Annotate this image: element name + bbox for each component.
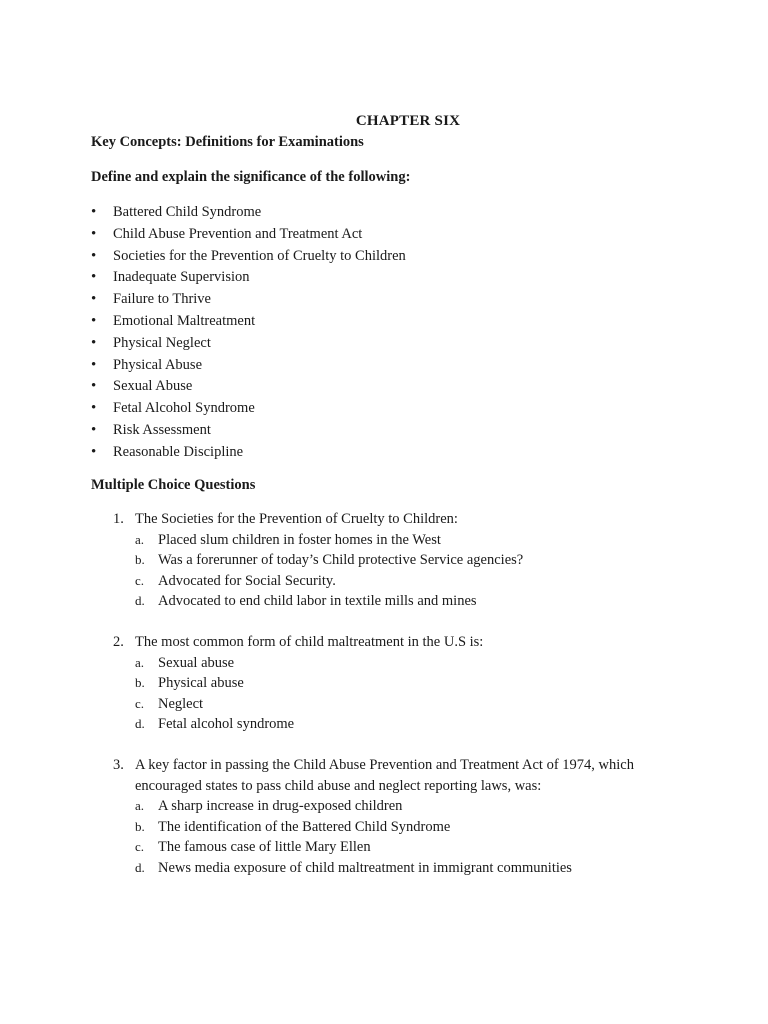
option-letter: d. — [135, 859, 145, 875]
answer-option — [113, 673, 673, 694]
question-stem — [113, 509, 673, 530]
question-number: 3. — [113, 757, 124, 773]
option-text: The famous case of little Mary Ellen — [158, 839, 371, 855]
option-text: Was a forerunner of today’s Child protective Service agencies? — [158, 552, 524, 568]
question-number: 1. — [113, 511, 124, 527]
option-letter: d. — [135, 593, 145, 608]
question-text: The most common form of child maltreatment in the U.S is: — [135, 634, 484, 650]
option-letter: d. — [135, 716, 145, 731]
term-item: • Child Abuse Prevention and Treatment Act — [91, 224, 406, 246]
key-concepts-heading: Key Concepts: Definitions for Examinations — [91, 134, 364, 150]
answer-option — [113, 837, 673, 858]
option-text: Advocated for Social Security. — [158, 572, 336, 589]
question-3 — [113, 755, 673, 878]
term-item: • Reasonable Discipline — [91, 442, 406, 464]
answer-option — [113, 858, 673, 879]
term-item: • Sexual Abuse — [91, 376, 406, 398]
term-item: • Inadequate Supervision — [91, 267, 406, 289]
option-letter: c. — [135, 695, 145, 711]
answer-option — [113, 571, 673, 592]
option-text: Placed slum children in foster homes in the West — [158, 531, 441, 548]
option-text: Neglect — [158, 695, 204, 712]
option-text: A sharp increase in drug-exposed children — [158, 798, 403, 814]
answer-options — [113, 653, 673, 735]
answer-options — [113, 530, 673, 612]
term-item: • Physical Neglect — [91, 333, 406, 355]
term-item: • Risk Assessment — [91, 420, 406, 442]
option-letter: b. — [135, 552, 145, 567]
question-2 — [113, 632, 673, 735]
question-text: A key factor in passing the Child Abuse Prevention and Treatment Act of 1974, which encouraged states to pass child abuse and neglect reporting laws, was: — [135, 757, 634, 794]
question-stem — [113, 755, 673, 796]
option-letter: a. — [135, 531, 145, 547]
option-letter: c. — [135, 572, 145, 588]
question-1 — [113, 509, 673, 612]
option-text: Advocated to end child labor in textile mills and mines — [158, 593, 477, 609]
option-letter: a. — [135, 798, 145, 813]
question-number: 2. — [113, 634, 124, 650]
answer-option — [113, 817, 673, 838]
term-item: • Fetal Alcohol Syndrome — [91, 398, 406, 420]
option-letter: b. — [135, 818, 145, 834]
option-letter: a. — [135, 654, 145, 670]
answer-option — [113, 530, 673, 551]
answer-option — [113, 591, 673, 612]
answer-options — [113, 796, 673, 878]
answer-option — [113, 796, 673, 817]
question-stem — [113, 632, 673, 653]
term-item: • Battered Child Syndrome — [91, 202, 406, 224]
option-letter: c. — [135, 839, 145, 854]
key-terms-list — [91, 202, 406, 464]
answer-option — [113, 550, 673, 571]
option-text: Physical abuse — [158, 675, 244, 691]
answer-option — [113, 653, 673, 674]
answer-option — [113, 694, 673, 715]
option-letter: b. — [135, 675, 145, 690]
term-item: • Physical Abuse — [91, 355, 406, 377]
option-text: Fetal alcohol syndrome — [158, 716, 295, 732]
mcq-heading: Multiple Choice Questions — [91, 477, 256, 493]
option-text: Sexual abuse — [158, 654, 235, 671]
question-text: The Societies for the Prevention of Cruelty to Children: — [135, 511, 458, 527]
term-item: • Societies for the Prevention of Cruelty to Children — [91, 246, 406, 268]
option-text: News media exposure of child maltreatment in immigrant communities — [158, 859, 572, 876]
term-item: • Emotional Maltreatment — [91, 311, 406, 333]
chapter-title: CHAPTER SIX — [355, 113, 461, 129]
term-item: • Failure to Thrive — [91, 289, 406, 311]
option-text: The identification of the Battered Child Syndrome — [158, 818, 451, 835]
define-heading: Define and explain the significance of the following: — [91, 169, 411, 185]
answer-option — [113, 714, 673, 735]
